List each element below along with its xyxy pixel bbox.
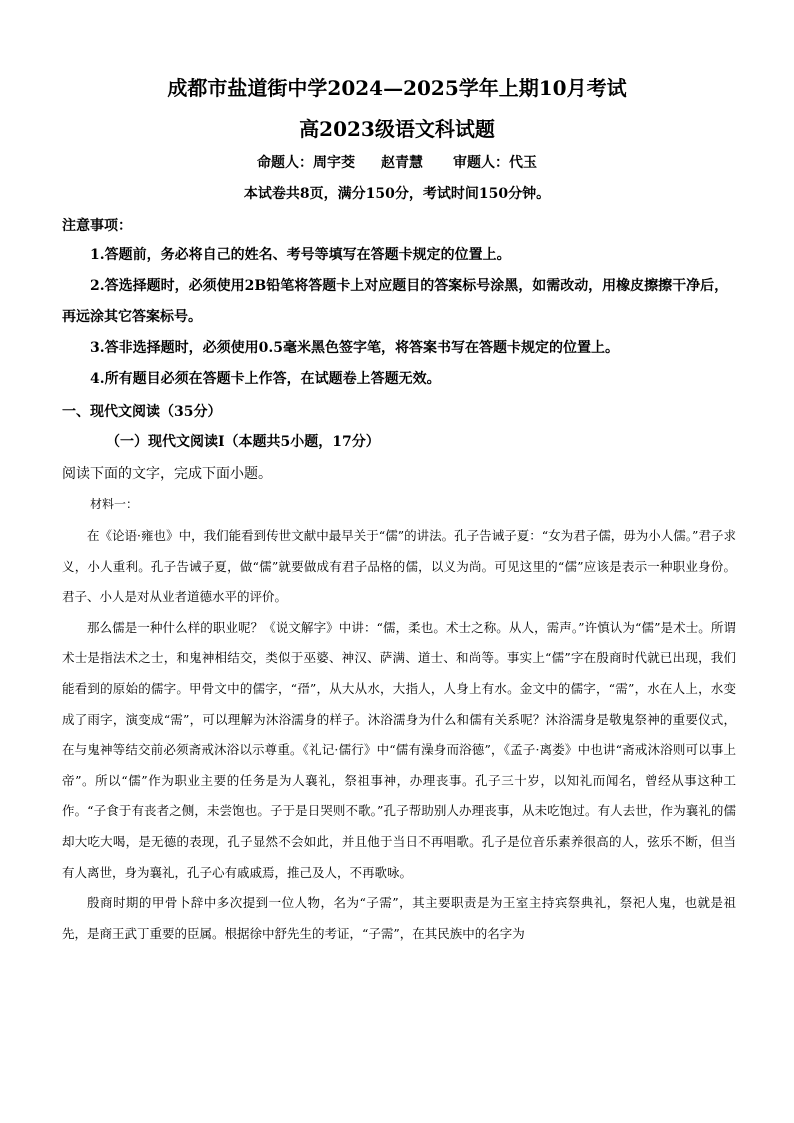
exam-subtitle: 高2023级语文科试题 [299,117,495,141]
notes-heading: 注意事项： [62,218,132,234]
note-item: 3.答非选择题时，必须使用0.5毫米黑色签字笔，将答案书写在答题卡规定的位置上。 [90,340,619,356]
reviewer-label: 审题人：代玉 [453,155,537,171]
section-heading: 一、现代文阅读（35分） [62,404,222,420]
notes-list [62,240,738,395]
material-paragraph: 在《论语·雍也》中，我们能看到传世文献中最早关于“儒”的讲法。孔子告诫子夏：“女为君子儒，毋为小人儒。”君子求义，小人重利。孔子告诫子夏，做“儒”就要做成有君子品格的儒，以义为尚。可见这里的“儒”应该是表示一种职业身份。君子、小人是对从业者道德水平的评价。 [62,528,736,605]
setter-name-2: 赵青慧 [381,155,423,171]
setters-line [0,152,794,172]
material-text [62,521,736,949]
note-item: 4.所有题目必须在答题卡上作答，在试题卷上答题无效。 [90,371,441,387]
note-item: 2.答选择题时，必须使用2B铅笔将答题卡上对应题目的答案标号涂黑，如需改动，用橡皮擦擦干净后，再远涂其它答案标号。 [62,278,729,325]
reading-instruction: 阅读下面的文字，完成下面小题。 [62,465,272,481]
material-paragraph: 殷商时期的甲骨卜辞中多次提到一位人物，名为“子需”，其主要职责是为王室主持宾祭典礼，祭祀人鬼，也就是祖先，是商王武丁重要的臣属。根据徐中舒先生的考证，“子需”，在其民族中的名字为 [62,895,736,941]
setter-label: 命题人：周宇茭 [257,155,355,171]
material-paragraph: 那么儒是一种什么样的职业呢？《说文解字》中讲：“儒，柔也。术士之称。从人，需声。”许慎认为“儒”是术士。所谓术士是指法术之士，和鬼神相结交，类似于巫婆、神汉、萨满、道士、和尚等。事实上“儒”字在殷商时代就已出现，我们能看到的原始的儒字。甲骨文中的儒字，“𡦌”，从大从水，大指人，人身上有水。金文中的儒字，“需”，水在人上，水变成了雨字，演变成“需”，可以理解为沐浴濡身的样子。沐浴濡身为什么和儒有关系呢？沐浴濡身是敬鬼祭神的重要仪式，在与鬼神等结交前必须斋戒沐浴以示尊重。《礼记·儒行》中“儒有澡身而浴德”，《孟子·离娄》中也讲“斋戒沐浴则可以事上帝”。所以“儒”作为职业主要的任务是为人襄礼，祭祖事神，办理丧事。孔子三十岁，以知礼而闻名，曾经从事这种工作。“子食于有丧者之侧，未尝饱也。子于是日哭则不歌。”孔子帮助别人办理丧事，从未吃饱过。有人去世，作为襄礼的儒却大吃大喝，是无德的表现，孔子显然不会如此，并且他于当日不再唱歌。孔子是位音乐素养很高的人，弦乐不断，但当有人离世，身为襄礼，孔子心有戚戚焉，推己及人，不再歌咏。 [62,619,736,880]
exam-title: 成都市盐道街中学2024—2025学年上期10月考试 [167,76,627,100]
exam-info: 本试卷共8页，满分150分，考试时间150分钟。 [243,186,551,202]
subsection-heading: （一）现代文阅读Ⅰ（本题共5小题，17分） [106,434,380,450]
note-item: 1.答题前，务必将自己的姓名、考号等填写在答题卡规定的位置上。 [90,247,511,263]
material-label: 材料一： [90,497,139,511]
